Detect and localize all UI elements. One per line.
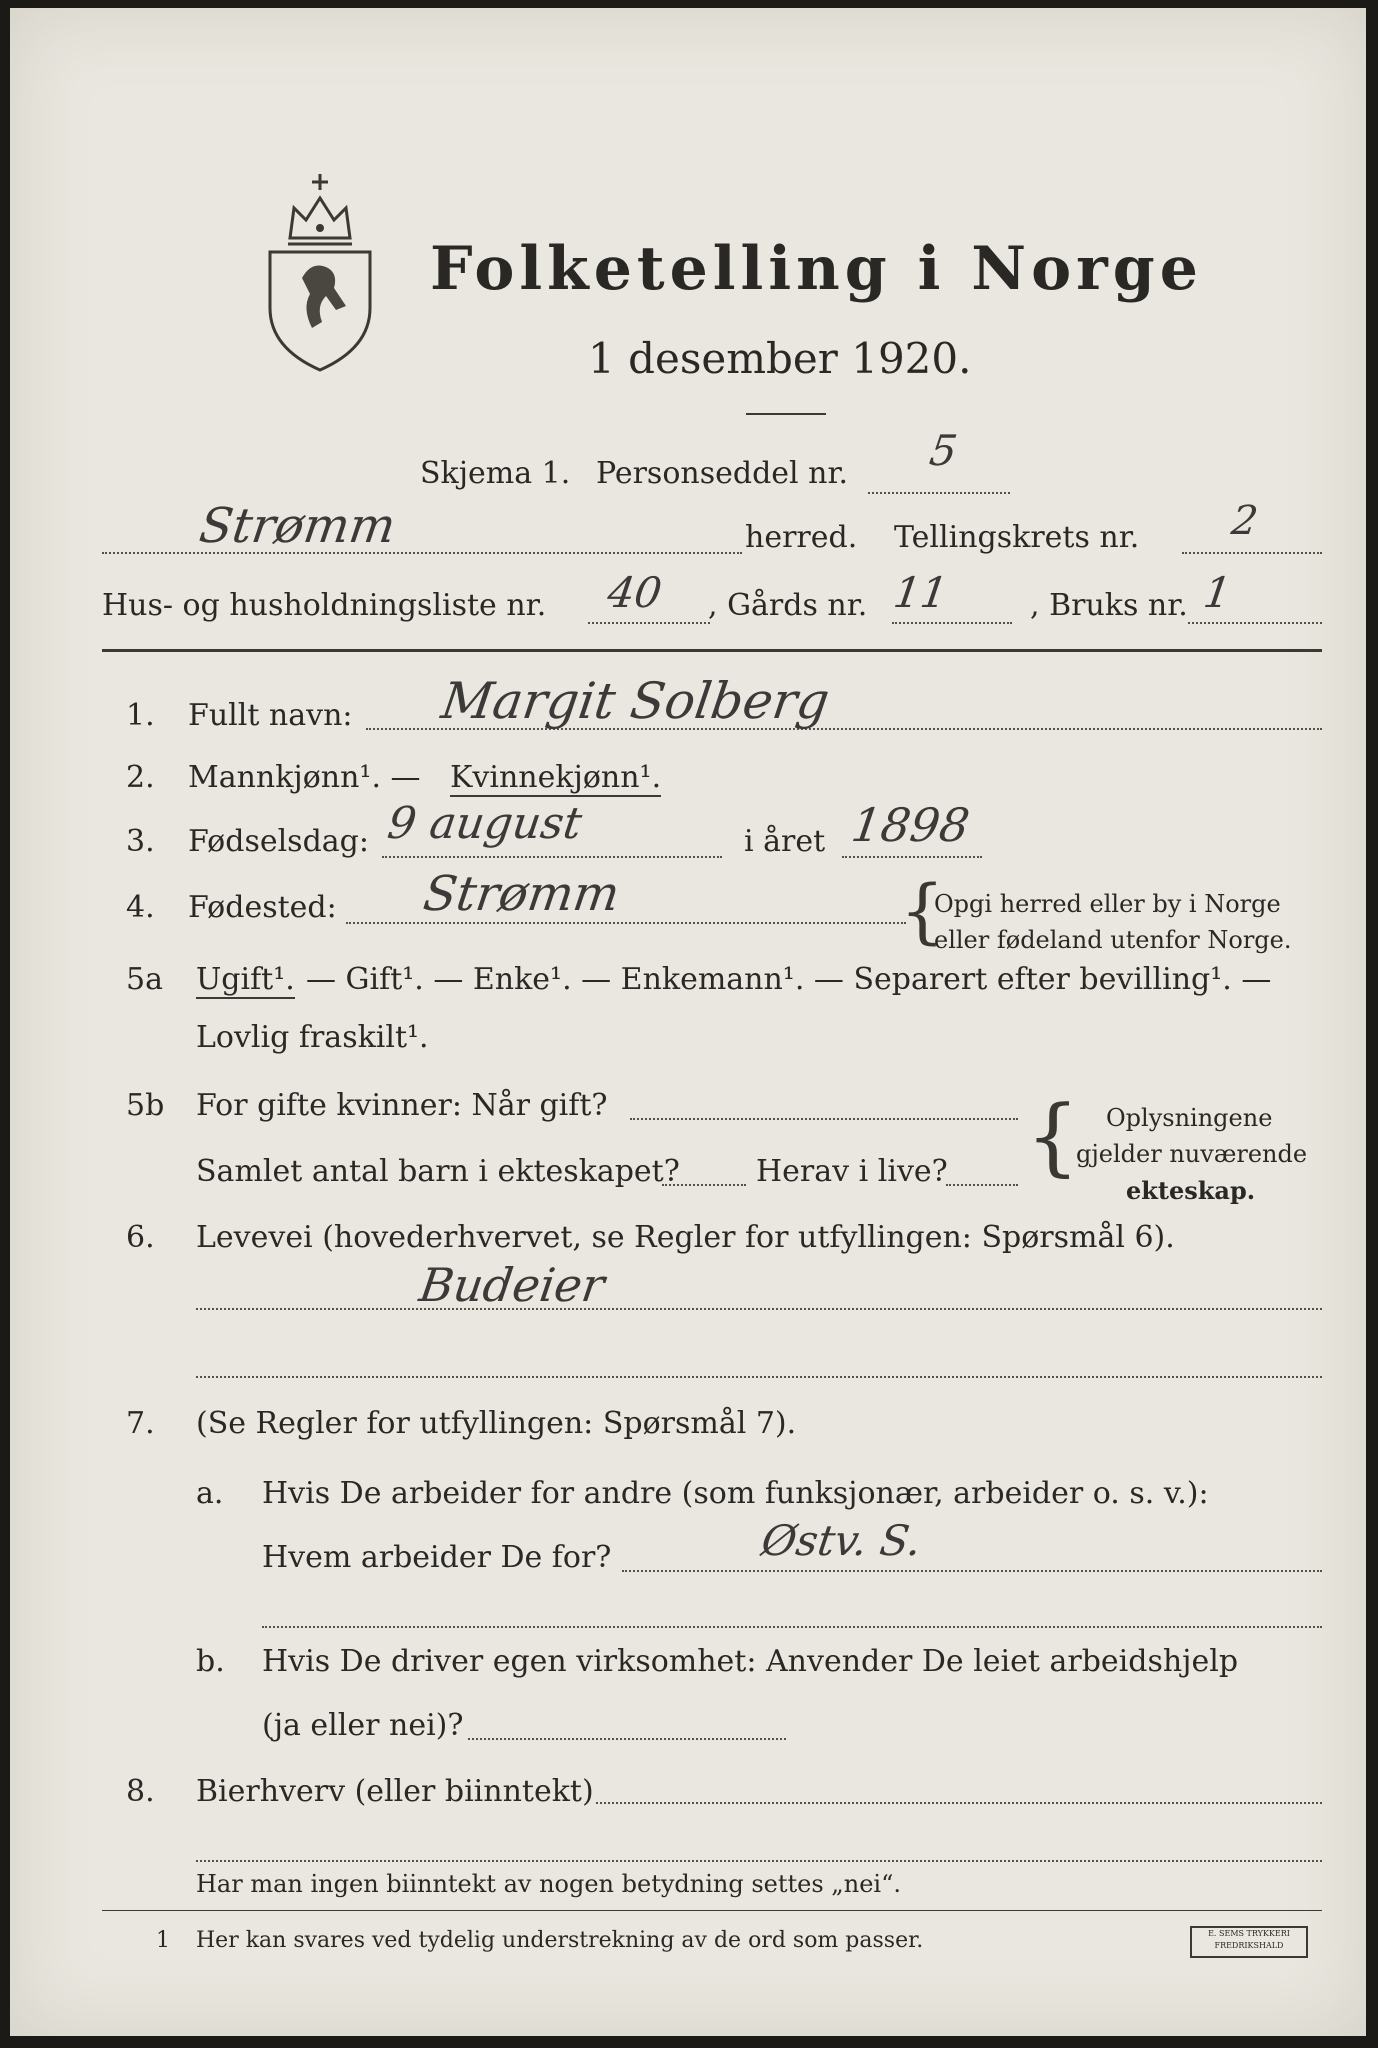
- marriage-note-line3: ekteskap.: [1126, 1176, 1256, 1205]
- employer-value[interactable]: Østv. S.: [758, 1516, 925, 1565]
- tellingskrets-label: Tellingskrets nr.: [894, 520, 1140, 555]
- bruks-value[interactable]: 1: [1200, 568, 1235, 617]
- personseddel-label: Personseddel nr.: [596, 456, 849, 491]
- q7b-line2: (ja eller nei)?: [262, 1708, 464, 1743]
- birthplace-note-line1: Opgi herred eller by i Norge: [934, 890, 1281, 918]
- q1-number: 1.: [126, 698, 155, 733]
- q6-number: 6.: [126, 1220, 155, 1255]
- full-name-value[interactable]: Margit Solberg: [437, 672, 833, 730]
- herred-label: herred.: [745, 520, 858, 555]
- census-date: 1 desember 1920.: [588, 334, 972, 383]
- mannkjonn-option[interactable]: Mannkjønn¹. —: [188, 760, 421, 795]
- children-alive-field[interactable]: [946, 1184, 1018, 1186]
- q7b-line1: Hvis De driver egen virksomhet: Anvender De leiet arbeidshjelp: [262, 1644, 1239, 1679]
- personseddel-value[interactable]: 5: [926, 426, 961, 475]
- census-form-sheet: Folketelling i Norge 1 desember 1920. Skjema 1. Personseddel nr. 5 Strømm herred. Tellingskrets nr. 2 Hus- og husholdningsliste nr. 40 , Gårds nr. 11 , Bruks nr. 1 1. Fullt navn: Margit Solberg 2. Mannkjønn¹. — Kvinnekjønn¹. 3. Fødselsdag: 9 august i året 1898 4. Fødested: Strømm { Opgi herred eller by i Norge eller fødeland utenfor Norge. 5a Ugift¹. — Gift¹. — Enke¹. — Enkemann¹. — Separert efter bevilling¹. — Lovlig fraskilt¹. 5b For gifte kvinner: Når gift? Samlet antal barn i ekteskapet? Herav i live? { Oplysningene gjelder nuværende ekteskap. 6. Levevei (hovederhvervet, se Regler for utfyllingen: Spørsmål 6). Budeier 7. (Se Regler for utfyllingen: Spørsmål 7). a. Hvis De arbeider for andre (som funksjonær, arbeider o. s. v.): Hvem arbeider De for? Østv. S. b. Hvis De driver egen virksomhet: Anvender De leiet arbeidshjelp (ja eller nei)? 8. Bierhverv (eller biinntekt) Har man ingen biinntekt av nogen betydning settes „nei“. 1 Her kan svares ved tydelig understrekning av de ord som passer. E. SEMS TRYKKERI FREDRIKSHALD: [10, 8, 1366, 2036]
- gards-label: , Gårds nr.: [708, 588, 868, 623]
- when-married-label: For gifte kvinner: Når gift?: [196, 1088, 608, 1123]
- q5b-number: 5b: [126, 1088, 165, 1123]
- bruks-label: , Bruks nr.: [1030, 588, 1188, 623]
- herred-value[interactable]: Strømm: [196, 498, 399, 554]
- children-alive-label: Herav i live?: [756, 1154, 948, 1189]
- occupation-value[interactable]: Budeier: [416, 1258, 608, 1312]
- gards-value[interactable]: 11: [890, 568, 951, 617]
- footnote-divider: [102, 1910, 1322, 1911]
- tellingskrets-value[interactable]: 2: [1228, 498, 1261, 544]
- when-married-field[interactable]: [630, 1118, 1018, 1120]
- q7-label: (Se Regler for utfyllingen: Spørsmål 7).: [196, 1406, 797, 1441]
- q8-label: Bierhverv (eller biinntekt): [196, 1774, 594, 1809]
- lovlig-fraskilt-option[interactable]: Lovlig fraskilt¹.: [196, 1020, 429, 1055]
- occupation-field-line2[interactable]: [196, 1376, 1322, 1378]
- printer-stamp: E. SEMS TRYKKERI FREDRIKSHALD: [1190, 1926, 1308, 1958]
- side-income-field-line2[interactable]: [196, 1860, 1322, 1862]
- birth-year-value[interactable]: 1898: [848, 798, 973, 852]
- header-divider: [746, 413, 826, 415]
- q7a-letter: a.: [196, 1476, 224, 1511]
- employer-field-line2[interactable]: [262, 1626, 1322, 1628]
- q4-label: Fødested:: [188, 890, 337, 925]
- q7a-line1: Hvis De arbeider for andre (som funksjonær, arbeider o. s. v.):: [262, 1476, 1209, 1511]
- year-label: i året: [744, 824, 826, 859]
- norwegian-coat-of-arms-icon: [262, 168, 378, 374]
- q4-number: 4.: [126, 890, 155, 925]
- q7a-line2: Hvem arbeider De for?: [262, 1540, 612, 1575]
- footnote-mark: 1: [156, 1928, 170, 1953]
- side-income-note: Har man ingen biinntekt av nogen betydning settes „nei“.: [196, 1870, 901, 1898]
- ugift-option-underlined[interactable]: Ugift¹.: [196, 962, 295, 997]
- birthplace-value[interactable]: Strømm: [420, 866, 623, 922]
- footnote-text: Her kan svares ved tydelig understrekning av de ord som passer.: [196, 1928, 924, 1953]
- q3-number: 3.: [126, 824, 155, 859]
- marriage-note-line2: gjelder nuværende: [1076, 1140, 1308, 1168]
- birthday-value[interactable]: 9 august: [384, 798, 585, 849]
- q6-label: Levevei (hovederhvervet, se Regler for utfyllingen: Spørsmål 6).: [196, 1220, 1175, 1255]
- q2-number: 2.: [126, 760, 155, 795]
- section-divider: [102, 649, 1322, 652]
- q3-label: Fødselsdag:: [188, 824, 369, 859]
- kvinnekjonn-option-underlined[interactable]: Kvinnekjønn¹.: [450, 760, 662, 795]
- children-count-field[interactable]: [662, 1184, 746, 1186]
- q1-label: Fullt navn:: [188, 698, 353, 733]
- form-title: Folketelling i Norge: [430, 234, 1203, 304]
- q8-number: 8.: [126, 1774, 155, 1809]
- q7-number: 7.: [126, 1406, 155, 1441]
- side-income-field[interactable]: [596, 1802, 1322, 1804]
- children-count-label: Samlet antal barn i ekteskapet?: [196, 1154, 680, 1189]
- husliste-value[interactable]: 40: [604, 568, 665, 617]
- q5a-number: 5a: [126, 962, 163, 997]
- marriage-note-line1: Oplysningene: [1106, 1104, 1273, 1132]
- q7b-letter: b.: [196, 1644, 225, 1679]
- marital-status-options[interactable]: — Gift¹. — Enke¹. — Enkemann¹. — Separert efter bevilling¹. —: [306, 962, 1272, 997]
- schema-label: Skjema 1.: [420, 456, 571, 491]
- hired-help-field[interactable]: [468, 1738, 786, 1740]
- husliste-label: Hus- og husholdningsliste nr.: [102, 588, 547, 623]
- birthplace-note-line2: eller fødeland utenfor Norge.: [934, 926, 1292, 954]
